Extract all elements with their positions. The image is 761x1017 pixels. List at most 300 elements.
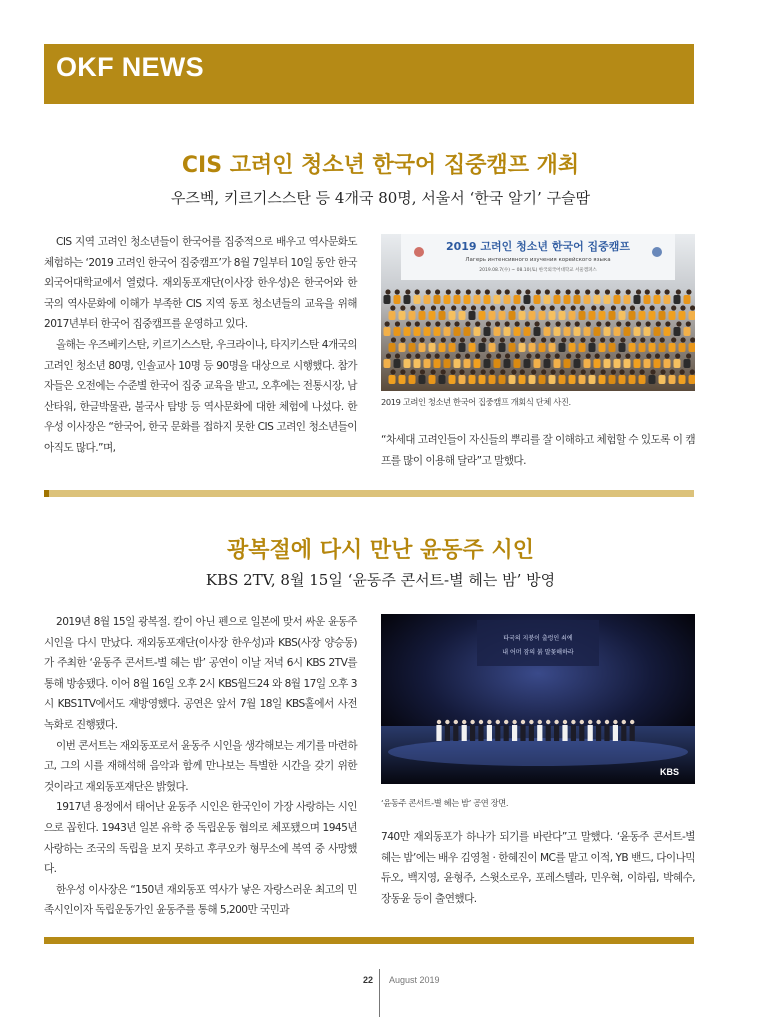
person-body (689, 343, 696, 352)
performer-body (462, 725, 467, 741)
performer-head (470, 720, 474, 724)
performer-head (521, 720, 525, 724)
person-body (594, 359, 601, 368)
person-body (544, 327, 551, 336)
person-body (649, 343, 656, 352)
person-head (481, 369, 486, 374)
person-body (474, 295, 481, 304)
person-body (469, 343, 476, 352)
person-head (625, 321, 630, 326)
performer-body (630, 725, 635, 741)
person-head (476, 289, 481, 294)
person-head (561, 337, 566, 342)
person-head (541, 305, 546, 310)
person-body (604, 359, 611, 368)
person-head (626, 289, 631, 294)
person-body (649, 311, 656, 320)
person-head (599, 305, 604, 310)
performer-head (504, 720, 508, 724)
performer-body (554, 725, 559, 741)
person-head (400, 337, 405, 342)
person-head (619, 369, 624, 374)
person-head (636, 321, 641, 326)
person-body (604, 327, 611, 336)
footer-separator (379, 969, 380, 1017)
person-head (390, 305, 395, 310)
person-body (409, 343, 416, 352)
person-body (549, 375, 556, 384)
person-head (385, 321, 390, 326)
person-body (594, 295, 601, 304)
person-head (486, 321, 491, 326)
performer-head (546, 720, 550, 724)
person-head (590, 337, 595, 342)
person-body (669, 375, 676, 384)
person-head (395, 321, 400, 326)
person-head (680, 305, 685, 310)
section-title: OKF NEWS (56, 52, 204, 82)
article2-left-column (44, 612, 357, 921)
person-head (664, 289, 669, 294)
article1-photo-caption: 2019 고려인 청소년 한국어 집중캠프 개회식 단체 사진. (381, 397, 571, 407)
person-head (660, 369, 665, 374)
person-head (630, 305, 635, 310)
person-body (614, 359, 621, 368)
article1-headline: CIS 고려인 청소년 한국어 집중캠프 개최 (181, 153, 580, 178)
person-body (519, 311, 526, 320)
person-body (464, 295, 471, 304)
person-head (596, 321, 601, 326)
person-head (660, 305, 665, 310)
person-head (660, 337, 665, 342)
performer-body (487, 725, 492, 741)
person-body (669, 311, 676, 320)
person-body (389, 343, 396, 352)
person-body (514, 295, 521, 304)
performer-head (479, 720, 483, 724)
article1-paragraph: 올해는 우즈베키스탄, 키르기스스탄, 우크라이나, 타지키스탄 4개국의 고려인 청소년 80명, 인솔교사 10명 등 90명을 대상으로 시행했다. 참가자들은 오전에는 수준별 한국어 집중 교육을 받고, 오후에는 전통시장, 남산타워, 한글박물관, 불국사 탐방 등 역사문화에 대한 체험에 나섰다. 한우성 이사장은 “한국어, 한국 문화를 접하지 못한 CIS 고려인 청소년들이 아직도 많다.”며, (44, 338, 357, 454)
performer-body (512, 725, 517, 741)
person-head (525, 321, 530, 326)
person-body (599, 343, 606, 352)
person-body (674, 359, 681, 368)
person-head (580, 337, 585, 342)
person-head (500, 337, 505, 342)
person-body (504, 327, 511, 336)
person-head (451, 305, 456, 310)
person-head (665, 321, 670, 326)
person-body (409, 311, 416, 320)
person-head (481, 337, 486, 342)
person-body (394, 359, 401, 368)
person-body (614, 327, 621, 336)
person-body (639, 343, 646, 352)
person-head (516, 289, 521, 294)
person-head (430, 337, 435, 342)
person-head (510, 337, 515, 342)
person-head (640, 337, 645, 342)
performer-head (596, 720, 600, 724)
person-body (529, 311, 536, 320)
person-body (504, 359, 511, 368)
person-body (659, 375, 666, 384)
person-body (459, 375, 466, 384)
person-head (545, 321, 550, 326)
photo-banner-title: 2019 고려인 청소년 한국어 집중캠프 (445, 240, 631, 253)
person-head (475, 321, 480, 326)
person-head (686, 289, 691, 294)
person-body (454, 359, 461, 368)
person-head (655, 353, 660, 358)
person-body (594, 327, 601, 336)
person-body (599, 311, 606, 320)
person-head (470, 337, 475, 342)
person-head (680, 337, 685, 342)
person-head (670, 369, 675, 374)
person-body (624, 295, 631, 304)
performer-head (613, 720, 617, 724)
person-body (569, 311, 576, 320)
person-body (519, 375, 526, 384)
person-body (554, 327, 561, 336)
person-body (524, 295, 531, 304)
performer-head (630, 720, 634, 724)
person-head (461, 305, 466, 310)
person-head (616, 321, 621, 326)
person-head (680, 369, 685, 374)
person-body (419, 375, 426, 384)
person-body (589, 311, 596, 320)
person-head (515, 353, 520, 358)
person-body (409, 375, 416, 384)
person-head (571, 305, 576, 310)
person-body (464, 327, 471, 336)
person-body (424, 327, 431, 336)
person-head (611, 369, 616, 374)
person-body (684, 327, 691, 336)
article2-paragraph: 한우성 이사장은 “150년 재외동포 역사가 낳은 자랑스러운 최고의 민족시인이자 독립운동가인 윤동주를 통해 5,200만 국민과 (44, 883, 357, 917)
person-head (460, 337, 465, 342)
person-body (579, 343, 586, 352)
person-body (689, 311, 696, 320)
person-body (489, 343, 496, 352)
person-head (570, 337, 575, 342)
person-head (671, 337, 676, 342)
person-head (481, 305, 486, 310)
person-body (684, 295, 691, 304)
person-body (464, 359, 471, 368)
performer-head (496, 720, 500, 724)
person-body (589, 375, 596, 384)
performer-body (529, 725, 534, 741)
person-body (429, 375, 436, 384)
person-head (585, 289, 590, 294)
person-head (435, 289, 440, 294)
person-body (404, 359, 411, 368)
performer-body (562, 725, 567, 741)
person-body (609, 343, 616, 352)
person-body (519, 343, 526, 352)
person-body (419, 311, 426, 320)
person-body (414, 359, 421, 368)
section-divider (44, 490, 694, 497)
performer-body (596, 725, 601, 741)
performer-head (437, 720, 441, 724)
performer-body (478, 725, 483, 741)
person-head (406, 353, 411, 358)
person-body (569, 375, 576, 384)
article1-subhead: 우즈벡, 키르기스스탄 등 4개국 80명, 서울서 ‘한국 알기’ 구슬땀 (170, 189, 591, 207)
performer-head (580, 720, 584, 724)
person-body (614, 295, 621, 304)
person-body (554, 359, 561, 368)
person-head (496, 353, 501, 358)
person-head (451, 337, 456, 342)
person-body (509, 311, 516, 320)
person-body (529, 375, 536, 384)
photo-banner-date: 2019.08.7(수) ~ 08.10(토) 한국외국어대학교 서울캠퍼스 (479, 268, 597, 273)
person-body (494, 327, 501, 336)
person-body (404, 295, 411, 304)
performer-body (453, 725, 458, 741)
person-head (450, 369, 455, 374)
person-body (494, 359, 501, 368)
person-head (446, 289, 451, 294)
person-head (470, 369, 475, 374)
person-body (604, 295, 611, 304)
person-head (500, 305, 505, 310)
person-body (454, 295, 461, 304)
person-head (555, 321, 560, 326)
person-head (575, 289, 580, 294)
person-head (535, 353, 540, 358)
person-head (440, 305, 445, 310)
person-body (474, 327, 481, 336)
person-body (624, 327, 631, 336)
person-head (520, 337, 525, 342)
person-body (574, 295, 581, 304)
person-body (449, 375, 456, 384)
person-head (531, 337, 536, 342)
person-head (550, 305, 555, 310)
person-body (509, 375, 516, 384)
person-head (426, 353, 431, 358)
person-body (674, 295, 681, 304)
article1-left-column (44, 232, 357, 459)
person-head (536, 289, 541, 294)
person-head (546, 353, 551, 358)
person-body (544, 295, 551, 304)
person-head (489, 337, 494, 342)
person-body (479, 375, 486, 384)
person-body (469, 375, 476, 384)
person-head (455, 289, 460, 294)
performer-head (554, 720, 558, 724)
person-head (515, 321, 520, 326)
article2-right-column (381, 827, 695, 909)
person-body (459, 311, 466, 320)
person-body (619, 343, 626, 352)
person-body (664, 295, 671, 304)
person-head (486, 353, 491, 358)
person-head (591, 305, 596, 310)
person-body (424, 359, 431, 368)
person-head (545, 289, 550, 294)
person-body (644, 359, 651, 368)
person-head (445, 321, 450, 326)
person-head (431, 305, 436, 310)
person-body (439, 311, 446, 320)
person-head (690, 305, 695, 310)
person-head (395, 289, 400, 294)
person-head (650, 337, 655, 342)
person-body (444, 327, 451, 336)
person-head (686, 321, 691, 326)
article2-subhead: KBS 2TV, 8월 15일 ‘윤동주 콘서트-별 헤는 밤’ 방영 (205, 571, 556, 589)
person-body (444, 359, 451, 368)
person-body (549, 311, 556, 320)
person-head (611, 305, 616, 310)
person-body (484, 327, 491, 336)
article2-photo (381, 614, 695, 784)
person-body (539, 375, 546, 384)
person-body (444, 295, 451, 304)
person-head (550, 337, 555, 342)
person-head (400, 305, 405, 310)
person-head (529, 305, 534, 310)
person-body (559, 311, 566, 320)
performer-head (512, 720, 516, 724)
performer-head (529, 720, 533, 724)
person-body (689, 375, 696, 384)
person-body (619, 311, 626, 320)
person-body (429, 311, 436, 320)
person-body (404, 327, 411, 336)
person-head (426, 289, 431, 294)
person-head (580, 305, 585, 310)
person-body (559, 375, 566, 384)
person-body (539, 343, 546, 352)
person-head (610, 337, 615, 342)
performer-body (445, 725, 450, 741)
person-head (411, 337, 416, 342)
group-photo-illustration (381, 234, 695, 391)
person-body (664, 359, 671, 368)
person-head (601, 369, 606, 374)
person-head (441, 369, 446, 374)
person-body (429, 343, 436, 352)
person-body (629, 375, 636, 384)
person-head (415, 289, 420, 294)
performer-head (588, 720, 592, 724)
person-body (384, 295, 391, 304)
person-head (605, 289, 610, 294)
person-head (676, 321, 681, 326)
person-head (636, 289, 641, 294)
person-head (559, 369, 564, 374)
person-body (584, 327, 591, 336)
person-body (504, 295, 511, 304)
person-head (386, 353, 391, 358)
photo-banner-subtitle: Лагерь интенсивного изучения корейского языка (465, 257, 611, 263)
person-body (634, 359, 641, 368)
person-body (629, 343, 636, 352)
person-body (419, 343, 426, 352)
person-body (644, 327, 651, 336)
person-body (434, 327, 441, 336)
person-body (644, 295, 651, 304)
person-head (490, 305, 495, 310)
person-head (671, 305, 676, 310)
person-body (674, 327, 681, 336)
person-head (645, 289, 650, 294)
person-head (511, 305, 516, 310)
person-head (526, 353, 531, 358)
person-head (426, 321, 431, 326)
person-body (449, 311, 456, 320)
issue-date: August 2019 (389, 975, 440, 985)
person-head (410, 369, 415, 374)
person-head (665, 353, 670, 358)
person-body (599, 375, 606, 384)
person-body (524, 359, 531, 368)
person-body (619, 375, 626, 384)
person-head (495, 321, 500, 326)
person-body (434, 295, 441, 304)
performer-body (571, 725, 576, 741)
person-head (490, 369, 495, 374)
person-head (551, 369, 556, 374)
person-head (630, 369, 635, 374)
person-head (431, 369, 436, 374)
screen-lyric-line-2: 내 어머 잠의 붉 말꽃해하라 (502, 649, 574, 656)
person-head (595, 353, 600, 358)
person-head (391, 337, 396, 342)
person-head (420, 369, 425, 374)
person-body (624, 359, 631, 368)
person-body (589, 343, 596, 352)
person-head (625, 353, 630, 358)
person-body (469, 311, 476, 320)
person-head (531, 369, 536, 374)
person-body (574, 359, 581, 368)
person-head (650, 305, 655, 310)
performer-body (621, 725, 626, 741)
person-head (645, 321, 650, 326)
divider-marker (44, 490, 49, 497)
person-body (499, 311, 506, 320)
person-body (679, 343, 686, 352)
person-body (634, 327, 641, 336)
performer-body (604, 725, 609, 741)
person-body (434, 359, 441, 368)
person-head (454, 321, 459, 326)
article1-paragraph: CIS 지역 고려인 청소년들이 한국어를 집중적으로 배우고 역사문화도 체험하는 ‘2019 고려인 한국어 집중캠프’가 8월 7일부터 10일 동안 한국외국어대학교에서 열렸다. 재외동포재단(이사장 한우성)은 한국어와 한국의 역사문화에 이해가 부족한 CIS 지역 동포 청소년들의 교육을 위해 2017년부터 한국어 집중캠프를 운영하고 있다. (44, 236, 357, 331)
person-head (686, 353, 691, 358)
person-body (529, 343, 536, 352)
bottom-divider (44, 937, 694, 944)
person-head (505, 353, 510, 358)
performer-head (622, 720, 626, 724)
performer-body (537, 725, 542, 741)
person-head (511, 369, 516, 374)
person-body (499, 343, 506, 352)
person-head (459, 369, 464, 374)
person-head (590, 369, 595, 374)
person-head (676, 289, 681, 294)
performer-body (436, 725, 441, 741)
screen-lyric-line-1: 타국의 지붕이 출렁인 쇠에 (503, 635, 573, 642)
